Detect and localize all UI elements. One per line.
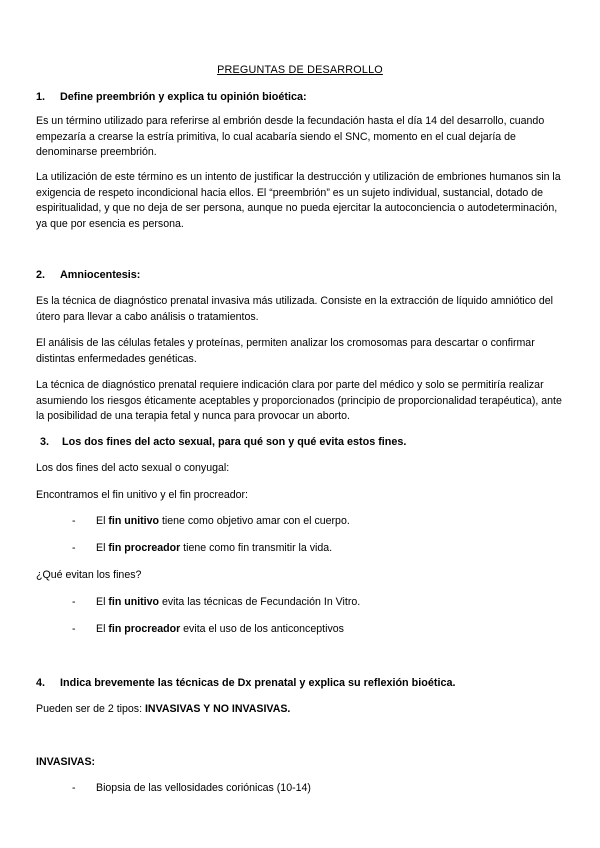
question-number: 3. (40, 436, 50, 448)
q3-paragraph-3: ¿Qué evitan los fines? (36, 569, 142, 581)
list-item: - El fin unitivo tiene como objetivo amar con el cuerpo. (72, 515, 350, 527)
question-text: Indica brevemente las técnicas de Dx prenatal y explica su reflexión bioética. (60, 677, 456, 689)
question-text: Amniocentesis: (60, 269, 141, 281)
question-number: 2. (36, 269, 46, 281)
list-item: - El fin procreador tiene como fin transmitir la vida. (72, 542, 333, 554)
q1-paragraph-1: Es un término utilizado para referirse al embrión desde la fecundación hasta el día 14 del desarrollo, cuando empezaría a crearse la estría primitiva, lo cual acabaría siendo el SNC, momento en el cual dejaría de denominarse preembrión. (36, 115, 545, 159)
question-text: Los dos fines del acto sexual, para qué son y qué evita estos fines. (62, 436, 407, 448)
q4-paragraph-1: Pueden ser de 2 tipos: INVASIVAS Y NO INVASIVAS. (36, 703, 291, 715)
list-item: - Biopsia de las vellosidades coriónicas (10-14) (72, 782, 311, 794)
question-number: 4. (36, 677, 46, 689)
list-item: - El fin procreador evita el uso de los anticonceptivos (72, 623, 344, 635)
question-number: 1. (36, 91, 46, 103)
q1-paragraph-2: La utilización de este término es un intento de justificar la destrucción y utilización de embriones humanos sin la exigencia de respeto incondicional hacia ellos. El “preembrión” es un sujeto individual, sustancial, dotado de espiritualidad, y que no deja de ser persona, aunque no pueda ejercitar la autoconciencia o autodeterminación, ya que por esencia es persona. (36, 171, 561, 231)
invasivas-label: INVASIVAS: (36, 756, 96, 768)
question-3-heading (40, 435, 406, 451)
list-item: - El fin unitivo evita las técnicas de Fecundación In Vitro. (72, 596, 361, 608)
q2-paragraph-3: La técnica de diagnóstico prenatal requiere indicación clara por parte del médico y solo se permitiría realizar asumiendo los riesgos éticamente aceptables y proporcionados (principio de proporcionalidad terapéutica), ante la posibilidad de una terapia fetal y nunca para provocar un aborto. (36, 379, 562, 423)
q3-paragraph-2: Encontramos el fin unitivo y el fin procreador: (36, 489, 248, 501)
question-2-heading (36, 268, 140, 284)
question-text: Define preembrión y explica tu opinión bioética: (60, 91, 307, 103)
q2-paragraph-2: El análisis de las células fetales y proteínas, permiten analizar los cromosomas para descartar o confirmar distintas enfermedades genéticas. (36, 337, 535, 365)
question-4-heading (36, 676, 455, 692)
question-1-heading (36, 90, 307, 106)
q2-paragraph-1: Es la técnica de diagnóstico prenatal invasiva más utilizada. Consiste en la extracción de líquido amniótico del útero para llevar a cabo análisis o tratamientos. (36, 295, 554, 323)
q3-paragraph-1: Los dos fines del acto sexual o conyugal: (36, 462, 230, 474)
page-title: PREGUNTAS DE DESARROLLO (217, 64, 383, 76)
